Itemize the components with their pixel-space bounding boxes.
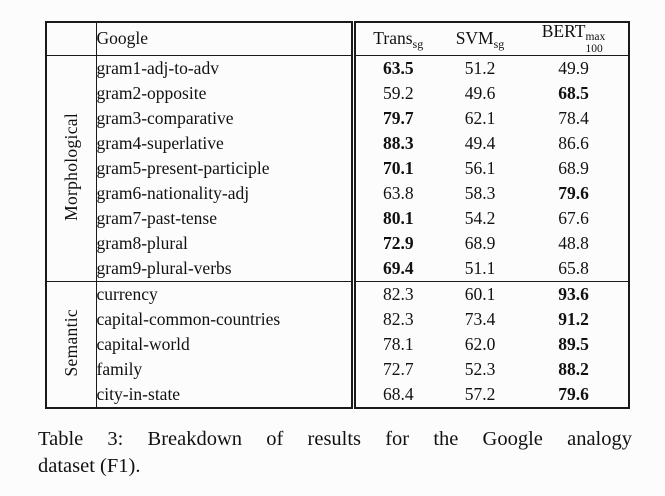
table-row	[46, 206, 629, 231]
score-cell: 80.1	[353, 206, 441, 231]
corner-cell	[46, 22, 96, 56]
score-cell: 51.1	[464, 257, 496, 278]
score-cell: 58.3	[464, 182, 496, 203]
col-header-bert-sup: max	[585, 31, 606, 43]
category-cell: gram8-plural	[96, 232, 188, 253]
category-cell: gram5-present-participle	[96, 157, 270, 178]
category-cell: gram1-adj-to-adv	[96, 57, 219, 78]
dataset-header-google: Google	[96, 22, 353, 56]
category-cell: capital-common-countries	[96, 308, 281, 329]
col-header-svm-sub: sg	[493, 37, 505, 52]
category-cell: gram4-superlative	[96, 132, 224, 153]
score-cell: 51.2	[464, 57, 496, 78]
score-cell: 89.5	[558, 333, 589, 354]
score-cell: 78.4	[558, 107, 589, 128]
category-cell: gram6-nationality-adj	[96, 182, 250, 203]
group-label-semantic: Semantic	[60, 308, 81, 377]
table-row	[46, 382, 629, 408]
score-cell: 93.6	[519, 282, 629, 308]
score-cell: 68.4	[353, 382, 441, 408]
col-header-trans	[353, 22, 441, 56]
score-cell: 62.1	[464, 107, 496, 128]
group-label-morphological-cell	[46, 56, 96, 282]
score-cell: 73.4	[464, 308, 496, 329]
results-table-container	[45, 21, 630, 409]
col-header-trans-base: Trans	[373, 28, 413, 49]
table-row	[46, 56, 629, 82]
category-cell: capital-world	[96, 333, 190, 354]
score-cell: 72.7	[353, 357, 441, 382]
score-cell: 72.9	[353, 231, 441, 256]
table-row	[46, 106, 629, 131]
table-row	[46, 231, 629, 256]
score-cell: 62.0	[464, 333, 496, 354]
table-row	[46, 282, 629, 308]
score-cell: 63.8	[353, 181, 441, 206]
col-header-svm-base: SVM	[455, 28, 494, 49]
col-header-bert	[519, 22, 629, 56]
score-cell: 63.5	[353, 56, 441, 82]
score-cell: 68.9	[464, 232, 496, 253]
score-cell: 52.3	[464, 358, 496, 379]
score-cell: 49.6	[464, 82, 496, 103]
score-cell: 79.6	[558, 383, 589, 404]
score-cell: 49.9	[558, 57, 589, 78]
score-cell: 60.1	[441, 282, 519, 308]
table-row	[46, 81, 629, 106]
score-cell: 54.2	[464, 207, 496, 228]
table-row	[46, 357, 629, 382]
score-cell: 78.1	[353, 332, 441, 357]
col-header-bert-sub: 100	[585, 42, 603, 55]
table-row	[46, 332, 629, 357]
category-cell: city-in-state	[96, 383, 181, 404]
category-cell: currency	[96, 282, 353, 308]
score-cell: 57.2	[464, 383, 496, 404]
table-header-row	[46, 22, 629, 56]
score-cell: 68.5	[558, 82, 589, 103]
category-cell: family	[96, 358, 143, 379]
category-cell: gram2-opposite	[96, 82, 207, 103]
table-row	[46, 307, 629, 332]
score-cell: 69.4	[353, 256, 441, 282]
category-cell: gram7-past-tense	[96, 207, 218, 228]
group-label-morphological: Morphological	[60, 112, 81, 221]
category-cell: gram9-plural-verbs	[96, 257, 232, 278]
score-cell: 88.2	[558, 358, 589, 379]
score-cell: 82.3	[353, 282, 441, 308]
score-cell: 79.6	[558, 182, 589, 203]
score-cell: 59.2	[353, 81, 441, 106]
col-header-bert-base: BERT	[541, 22, 586, 41]
col-header-trans-sub: sg	[412, 37, 424, 52]
score-cell: 65.8	[558, 257, 589, 278]
category-cell: gram3-comparative	[96, 107, 234, 128]
table-row	[46, 131, 629, 156]
score-cell: 82.3	[353, 307, 441, 332]
score-cell: 56.1	[464, 157, 496, 178]
score-cell: 67.6	[558, 207, 589, 228]
score-cell: 91.2	[558, 308, 589, 329]
score-cell: 70.1	[353, 156, 441, 181]
table-row	[46, 256, 629, 282]
caption-line-1: Table 3: Breakdown of results for the Google analogy	[38, 428, 632, 450]
score-cell: 79.7	[353, 106, 441, 131]
table-row	[46, 181, 629, 206]
table-row	[46, 156, 629, 181]
results-table	[45, 21, 630, 409]
score-cell: 88.3	[353, 131, 441, 156]
score-cell: 68.9	[558, 157, 589, 178]
score-cell: 48.8	[558, 232, 589, 253]
col-header-svm	[441, 22, 519, 56]
group-label-semantic-cell	[46, 282, 96, 409]
col-header-bert-supsub	[585, 32, 605, 55]
score-cell: 86.6	[558, 132, 589, 153]
caption-line-2: dataset (F1).	[38, 455, 141, 478]
score-cell: 49.4	[464, 132, 496, 153]
table-caption	[38, 426, 632, 481]
